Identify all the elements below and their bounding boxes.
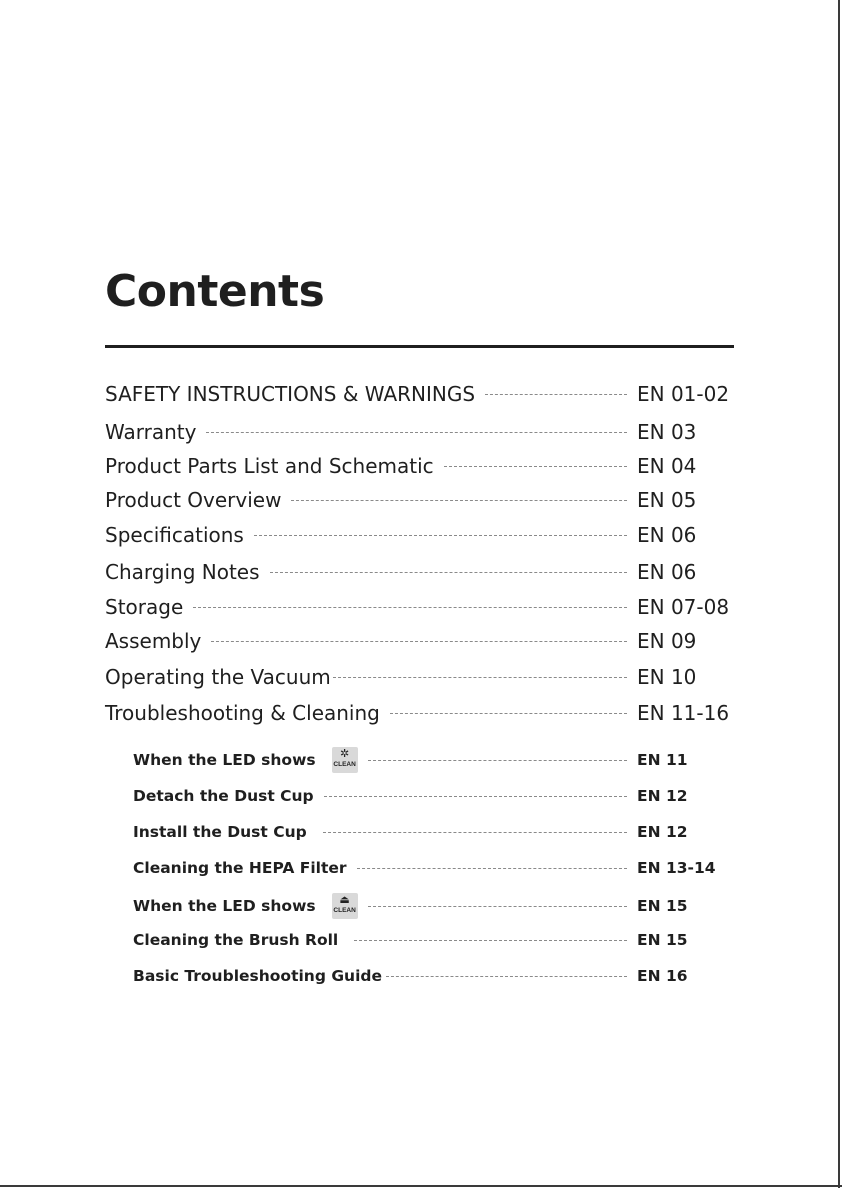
- toc-entry-assembly[interactable]: [105, 629, 734, 653]
- toc-entry-page: EN 04: [637, 454, 697, 478]
- sparkle-icon: ✲: [340, 747, 350, 760]
- toc-subentry-detach-dust-cup[interactable]: [133, 787, 688, 805]
- toc-entry-page: EN 03: [637, 420, 697, 444]
- brush-icon: ⏏: [339, 893, 350, 906]
- toc-subentry-page: EN 11: [637, 751, 688, 769]
- dot-leader: [254, 535, 627, 536]
- dot-leader: [354, 940, 627, 941]
- toc-entry-overview[interactable]: [105, 488, 734, 512]
- dot-leader: [485, 394, 627, 395]
- dot-leader: [211, 641, 627, 642]
- toc-entry-page: EN 11-16: [637, 701, 730, 725]
- toc-entry-label: Troubleshooting & Cleaning: [105, 701, 380, 725]
- toc-entry-page: EN 05: [637, 488, 697, 512]
- dot-leader: [368, 906, 627, 907]
- page-title: Contents: [105, 266, 325, 317]
- page-border-right: [838, 0, 840, 1188]
- toc-entry-page: EN 06: [637, 560, 697, 584]
- dot-leader: [368, 760, 627, 761]
- dot-leader: [324, 796, 627, 797]
- toc-subentry-label: Detach the Dust Cup: [133, 787, 314, 805]
- toc-entry-page: EN 07-08: [637, 595, 730, 619]
- dot-leader: [323, 832, 627, 833]
- toc-subentry-page: EN 12: [637, 823, 688, 841]
- toc-entry-charging[interactable]: [105, 560, 734, 584]
- toc-entry-page: EN 09: [637, 629, 697, 653]
- toc-entry-safety[interactable]: [105, 382, 734, 406]
- dot-leader: [444, 466, 627, 467]
- toc-subentry-basic-troubleshooting[interactable]: [133, 967, 688, 985]
- toc-entry-page: EN 06: [637, 523, 697, 547]
- toc-entry-troubleshooting[interactable]: [105, 701, 734, 725]
- toc-subentry-label: Cleaning the HEPA Filter: [133, 859, 347, 877]
- dot-leader: [357, 868, 627, 869]
- toc-subentry-page: EN 15: [637, 931, 688, 949]
- toc-entry-label: Product Parts List and Schematic: [105, 454, 434, 478]
- toc-subentry-label: Install the Dust Cup: [133, 823, 307, 841]
- toc-subentry-page: EN 16: [637, 967, 688, 985]
- brush-clean-icon: ⏏ CLEAN: [332, 893, 358, 919]
- dot-leader: [390, 713, 627, 714]
- dot-leader: [206, 432, 627, 433]
- toc-entry-label: Charging Notes: [105, 560, 260, 584]
- dot-leader: [333, 677, 627, 678]
- filter-clean-icon: ✲ CLEAN: [332, 747, 358, 773]
- toc-subentry-page: EN 13-14: [637, 859, 716, 877]
- toc-entry-page: EN 10: [637, 665, 697, 689]
- dot-leader: [291, 500, 627, 501]
- toc-entry-label: Assembly: [105, 629, 202, 653]
- title-divider: [105, 345, 734, 348]
- dot-leader: [270, 572, 627, 573]
- toc-entry-label: Specifications: [105, 523, 244, 547]
- toc-subentry-page: EN 12: [637, 787, 688, 805]
- toc-entry-label: Operating the Vacuum: [105, 665, 331, 689]
- toc-subentry-page: EN 15: [637, 897, 688, 915]
- toc-subentry-label: Cleaning the Brush Roll: [133, 931, 339, 949]
- dot-leader: [193, 607, 627, 608]
- toc-entry-parts-list[interactable]: [105, 454, 734, 478]
- dot-leader: [386, 976, 627, 977]
- toc-subentry-label: When the LED shows: [133, 751, 316, 769]
- toc-entry-storage[interactable]: [105, 595, 734, 619]
- toc-subentry-brush-roll[interactable]: [133, 931, 688, 949]
- toc-entry-operating[interactable]: [105, 665, 734, 689]
- toc-subentry-label: Basic Troubleshooting Guide: [133, 967, 382, 985]
- toc-entry-label: Storage: [105, 595, 184, 619]
- toc-entry-label: SAFETY INSTRUCTIONS & WARNINGS: [105, 382, 476, 406]
- toc-entry-label: Warranty: [105, 420, 197, 444]
- toc-subentry-install-dust-cup[interactable]: [133, 823, 688, 841]
- toc-entry-specifications[interactable]: [105, 523, 734, 547]
- toc-subentry-hepa-filter[interactable]: [133, 859, 716, 877]
- toc-entry-warranty[interactable]: [105, 420, 734, 444]
- toc-entry-page: EN 01-02: [637, 382, 730, 406]
- page-border-bottom: [0, 1185, 842, 1187]
- toc-subentry-led-filter[interactable]: [133, 747, 688, 773]
- toc-entry-label: Product Overview: [105, 488, 282, 512]
- toc-subentry-label: When the LED shows: [133, 897, 316, 915]
- toc-subentry-led-brush[interactable]: [133, 893, 688, 919]
